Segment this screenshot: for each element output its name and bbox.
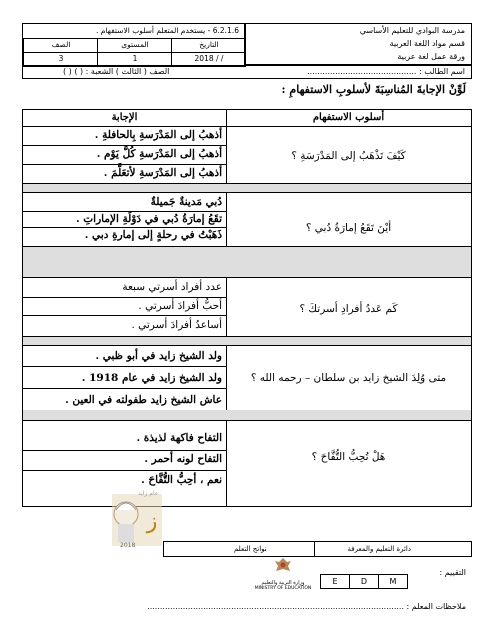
zayed-year-text: عام زايد xyxy=(138,490,159,497)
answer-option[interactable]: أحبُّ أفرادَ أسرتي . xyxy=(138,300,222,312)
answer-option[interactable]: عاش الشيخ زايد طفولته في العين . xyxy=(65,394,222,406)
footer-table xyxy=(163,541,472,557)
outcome-row xyxy=(23,24,245,39)
question-1: كَيْفَ تَذْهَبُ إلى المَدْرَسَةِ ؟ xyxy=(291,150,406,162)
teacher-notes[interactable]: ملاحظات المعلم : ..................................................................................................... xyxy=(147,602,466,611)
answer-option[interactable]: ولد الشيخ زايد في أبو ظبي . xyxy=(95,350,222,362)
question-5: هَلْ تُحِبُّ التُّفَّاحَ ؟ xyxy=(311,451,386,463)
ministry-logo xyxy=(252,556,314,592)
question-column-header: أسلوب الاستفهام xyxy=(312,112,385,123)
ministry-name-en: MINISTRY OF EDUCATION xyxy=(254,586,312,591)
level-label: المستوى xyxy=(97,38,172,52)
grade-label: الصف xyxy=(23,38,98,52)
sheet-title: ورقة عمل لغة عربية xyxy=(397,52,465,61)
date-label: التاريخ xyxy=(171,38,246,52)
question-2: أيْنَ تَقَعُ إمارَةُ دُبي ؟ xyxy=(305,222,392,234)
zayed-year-number: 2018 xyxy=(120,542,136,549)
rating-option[interactable]: E xyxy=(321,575,350,588)
answer-option[interactable]: التفاح لونه أحمر . xyxy=(144,453,222,465)
question-table-row-5 xyxy=(22,410,472,507)
answer-option[interactable]: ذَهَبْتُ في رحلةٍ إلى إمارةِ دبي . xyxy=(84,229,222,241)
labels-row xyxy=(23,38,245,53)
rating-label: التقييم : xyxy=(439,568,466,577)
answer-option[interactable]: ولد الشيخ زايد في عام 1918 . xyxy=(81,372,222,384)
answer-option[interactable]: نعم ، أحِبُّ التُّفَّاحَ . xyxy=(141,474,222,486)
answer-option[interactable]: تقَعُ إمارَةُ دُبي في دَوْلَةِ الإماراتِ . xyxy=(75,213,222,225)
values-row xyxy=(23,52,245,66)
school-info-box xyxy=(244,23,472,65)
lesson-info-box xyxy=(22,23,246,67)
answer-option[interactable]: دُبي مَدينةٌ جَميلةٌ xyxy=(150,196,222,208)
ministry-name-ar: وزارة التربية والتعليم xyxy=(261,580,305,586)
answer-column-header: الإجابة xyxy=(111,112,138,123)
question-table xyxy=(22,109,472,412)
domain-label: دائرة التعليم والمعرفة xyxy=(347,545,411,553)
student-info-line xyxy=(22,65,472,79)
class-section-field: الصف ( الثالث ) الشعبة : ( ) ( ) xyxy=(63,67,170,76)
instruction: لَوِّنْ الإجابةَ المُناسِبَةَ لأسلوبِ الاستفهامِ : xyxy=(281,83,466,96)
school-name: مدرسة البوادي للتعليم الأساسي xyxy=(359,26,465,35)
outcome-text: 6.2.1.6 - يستخدم المتعلم أسلوب الاستفهام . xyxy=(95,26,239,35)
rating-option[interactable]: M xyxy=(389,577,397,586)
answer-option[interactable]: أذهبُ إلى المَدْرَسةِ كُلَّ يَوْم . xyxy=(96,148,222,160)
department-name: قسم مواد اللغة العربية xyxy=(389,39,465,48)
answer-option[interactable]: التفاح فاكهة لذيذة . xyxy=(136,432,222,444)
grade-value: 3 xyxy=(23,52,98,66)
answer-option[interactable]: عدد أفراد أسرتي سبعة xyxy=(122,281,222,293)
question-4: متى وُلِدَ الشيخ زايد بن سلطان – رحمه الله ؟ xyxy=(250,372,447,384)
ministry-emblem-icon xyxy=(273,556,293,576)
rating-boxes xyxy=(320,574,408,589)
answer-option[interactable]: أساعدُ أفرادَ أسرتي . xyxy=(131,319,222,331)
zayed-year-logo xyxy=(108,488,166,552)
answer-option[interactable]: أذهبُ إلى المَدْرَسةِ لأتعَلَّمَ . xyxy=(103,167,222,179)
svg-text:ز: ز xyxy=(146,509,158,534)
outcomes-label: نواتج التعلم xyxy=(234,545,267,553)
student-name-field: اسم الطالب : ........................................... xyxy=(307,67,465,76)
date-value: 2018 / / xyxy=(171,52,246,66)
level-value: 1 xyxy=(97,52,172,66)
rating-option[interactable]: D xyxy=(350,575,379,588)
answer-option[interactable]: أذهبُ إلى المَدْرَسةِ بِالحافلةِ . xyxy=(94,129,222,141)
question-3: كَم عَددُ أفرادِ أسرتكَ ؟ xyxy=(299,303,398,315)
